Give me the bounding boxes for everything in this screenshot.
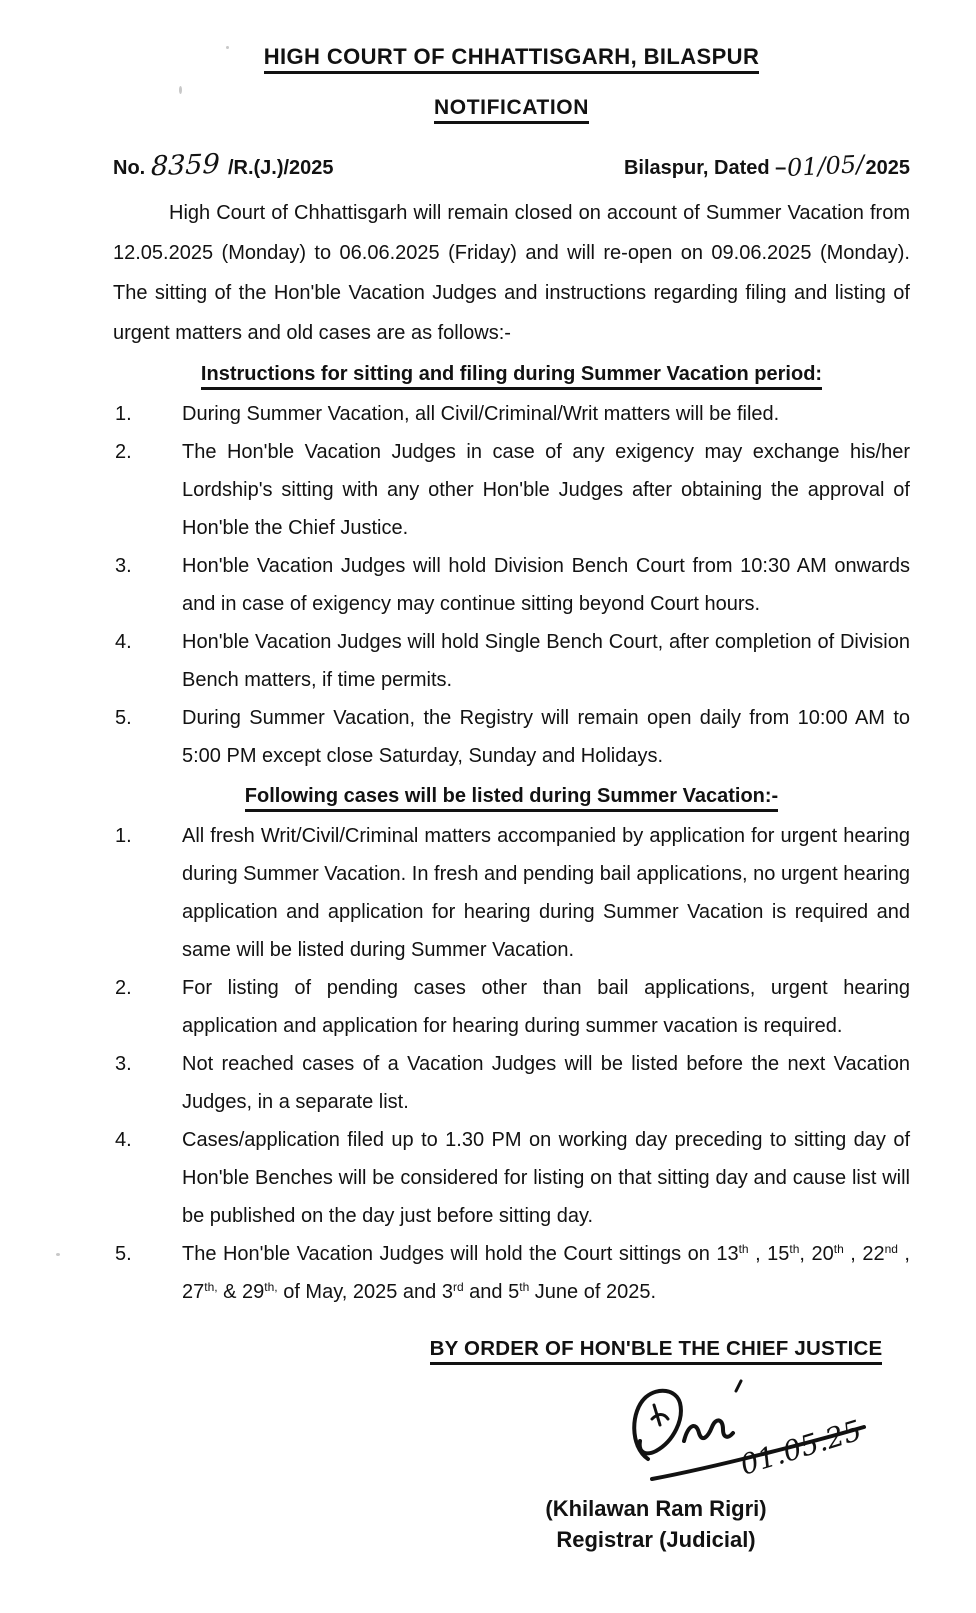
list-item	[113, 623, 910, 699]
signature-date: 01.05.25	[736, 1413, 866, 1482]
doc-type-title: NOTIFICATION	[113, 96, 910, 120]
date-year: 2025	[865, 157, 910, 179]
list-item	[113, 1045, 910, 1121]
item-text: Not reached cases of a Vacation Judges will be listed before the next Vacation Judges, in a separate list.	[182, 1053, 910, 1113]
item-number: 4.	[115, 1129, 132, 1151]
signature-scribble-icon	[596, 1375, 916, 1493]
item-number: 2.	[115, 441, 132, 463]
item-number: 3.	[115, 555, 132, 577]
intro-paragraph: High Court of Chhattisgarh will remain closed on account of Summer Vacation from 12.05.2025 (Monday) to 06.06.2025 (Friday) and will re-open on 09.06.2025 (Monday). The sitting of the Hon'ble Vacation Judges and instructions regarding filing and listing of urgent matters and old cases are as follows:-	[113, 202, 910, 344]
item-text: All fresh Writ/Civil/Criminal matters accompanied by application for urgent hearing during Summer Vacation. In fresh and pending bail applications, no urgent hearing application and application for hearing during Summer Vacation is required and same will be listed during Summer Vacation.	[182, 825, 910, 961]
item-text: Cases/application filed up to 1.30 PM on working day preceding to sitting day of Hon'ble Benches will be considered for listing on that sitting day and cause list will be published on the day just before sitting day.	[182, 1129, 910, 1227]
signature-block	[416, 1337, 896, 1555]
item-text: The Hon'ble Vacation Judges will hold the Court sittings on 13th , 15th, 20th , 22nd , $27^{th,}$ & $29^{th,}$ of May, 2025 and 3rd and 5th June of 2025.	[182, 1242, 910, 1303]
item-text: During Summer Vacation, the Registry will remain open daily from 10:00 AM to 5:00 PM except close Saturday, Sunday and Holidays.	[182, 707, 910, 767]
list-item	[113, 547, 910, 623]
handwritten-number: 8359	[150, 148, 221, 183]
list-item	[113, 395, 910, 433]
item-number: 1.	[115, 825, 132, 847]
reference-row	[113, 150, 910, 181]
item-number: 3.	[115, 1053, 132, 1075]
list-item	[113, 817, 910, 969]
signatory-title: Registrar (Judicial)	[556, 1527, 756, 1552]
no-label: No.	[113, 157, 146, 179]
number-suffix: /R.(J.)/2025	[227, 157, 334, 179]
signatory-name: (Khilawan Ram Rigri)	[545, 1496, 767, 1521]
scan-speck	[179, 86, 182, 94]
item-text: The Hon'ble Vacation Judges in case of any exigency may exchange his/her Lordship's sitting with any other Hon'ble Judges after obtaining the approval of Hon'ble the Chief Justice.	[182, 441, 910, 539]
list-item	[113, 1121, 910, 1235]
item-text: Hon'ble Vacation Judges will hold Division Bench Court from 10:30 AM onwards and in case of exigency may continue sitting beyond Court hours.	[182, 555, 910, 615]
place-date-printed: Bilaspur, Dated –	[623, 157, 787, 179]
item-number: 1.	[115, 403, 132, 425]
scan-speck	[56, 1253, 60, 1256]
item-number: 5.	[115, 1243, 132, 1265]
by-order-line: BY ORDER OF HON'BLE THE CHIEF JUSTICE	[416, 1337, 896, 1361]
item-number: 5.	[115, 707, 132, 729]
listed-cases-list	[113, 817, 910, 1311]
list-item	[113, 433, 910, 547]
item-number: 2.	[115, 977, 132, 999]
item-text: Hon'ble Vacation Judges will hold Single Bench Court, after completion of Division Bench matters, if time permits.	[182, 631, 910, 691]
instructions-list	[113, 395, 910, 775]
scan-speck	[226, 46, 229, 49]
item-number: 4.	[115, 631, 132, 653]
list-item	[113, 1235, 910, 1311]
list-item	[113, 699, 910, 775]
section-heading-instructions: Instructions for sitting and filing during Summer Vacation period:	[113, 355, 910, 393]
handwritten-date: 01/05/	[786, 149, 866, 183]
court-title: HIGH COURT OF CHHATTISGARH, BILASPUR	[113, 44, 910, 70]
item-text: During Summer Vacation, all Civil/Criminal/Writ matters will be filed.	[182, 403, 780, 425]
notification-number	[113, 150, 334, 181]
list-item	[113, 969, 910, 1045]
signature	[536, 1375, 896, 1493]
place-and-date	[623, 149, 910, 183]
item-text: For listing of pending cases other than bail applications, urgent hearing application and application for hearing during summer vacation is required.	[182, 977, 910, 1037]
section-heading-listed-cases: Following cases will be listed during Summer Vacation:-	[113, 777, 910, 815]
